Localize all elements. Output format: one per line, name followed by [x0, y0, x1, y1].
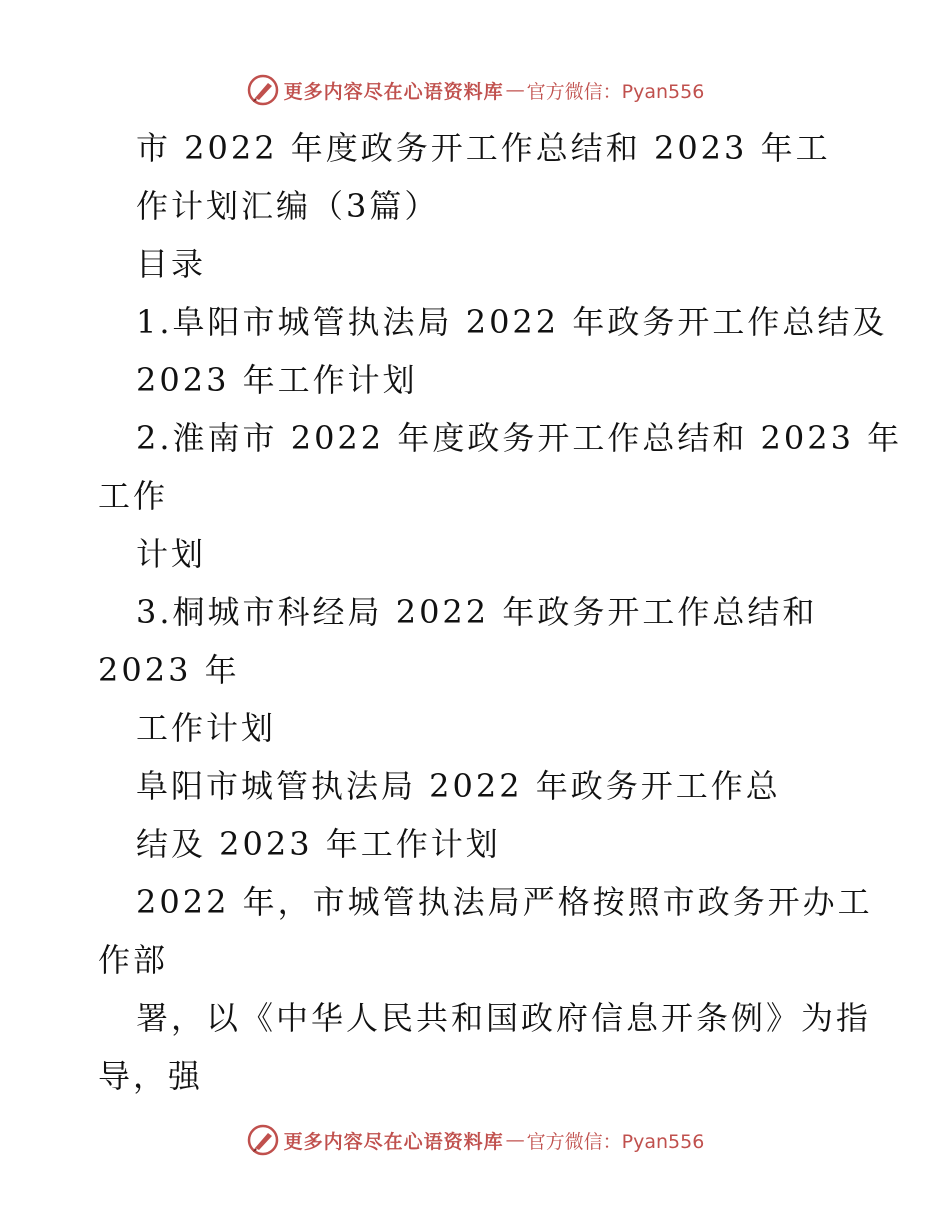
doc-line: 目录: [136, 245, 207, 283]
watermark-separator: —: [505, 1129, 525, 1151]
doc-line: 2023 年: [98, 651, 240, 689]
pen-logo-icon: [246, 73, 280, 107]
doc-line: 署，以《中华人民共和国政府信息开条例》为指: [136, 999, 872, 1037]
doc-line: 市 2022 年度政务开工作总结和 2023 年工: [136, 129, 831, 167]
watermark-banner-top: [0, 70, 950, 110]
doc-line: 作部: [98, 941, 169, 979]
doc-line: 2022 年，市城管执法局严格按照市政务开办工: [136, 883, 873, 921]
doc-line: 工作: [98, 477, 169, 515]
doc-line: 2.淮南市 2022 年度政务开工作总结和 2023 年: [136, 419, 903, 457]
doc-line: 2023 年工作计划: [136, 361, 418, 399]
doc-line: 作计划汇编（3篇）: [136, 187, 440, 225]
doc-line: 计划: [136, 535, 207, 573]
doc-line: 结及 2023 年工作计划: [136, 825, 501, 863]
doc-line: 3.桐城市科经局 2022 年政务开工作总结和: [136, 593, 818, 631]
watermark-banner-bottom: [0, 1120, 950, 1160]
doc-line: 阜阳市城管执法局 2022 年政务开工作总: [136, 767, 781, 805]
doc-line: 导，强: [98, 1057, 204, 1095]
watermark-wechat: 官方微信：Pyan556: [526, 1130, 705, 1153]
pen-logo-icon: [246, 1123, 280, 1157]
doc-line: 工作计划: [136, 709, 277, 747]
watermark-text: 更多内容尽在心语资料库: [283, 1130, 504, 1153]
doc-line: 1.阜阳市城管执法局 2022 年政务开工作总结及: [136, 303, 888, 341]
watermark-separator: —: [505, 79, 525, 101]
watermark-wechat: 官方微信：Pyan556: [526, 80, 705, 103]
watermark-text: 更多内容尽在心语资料库: [283, 80, 504, 103]
